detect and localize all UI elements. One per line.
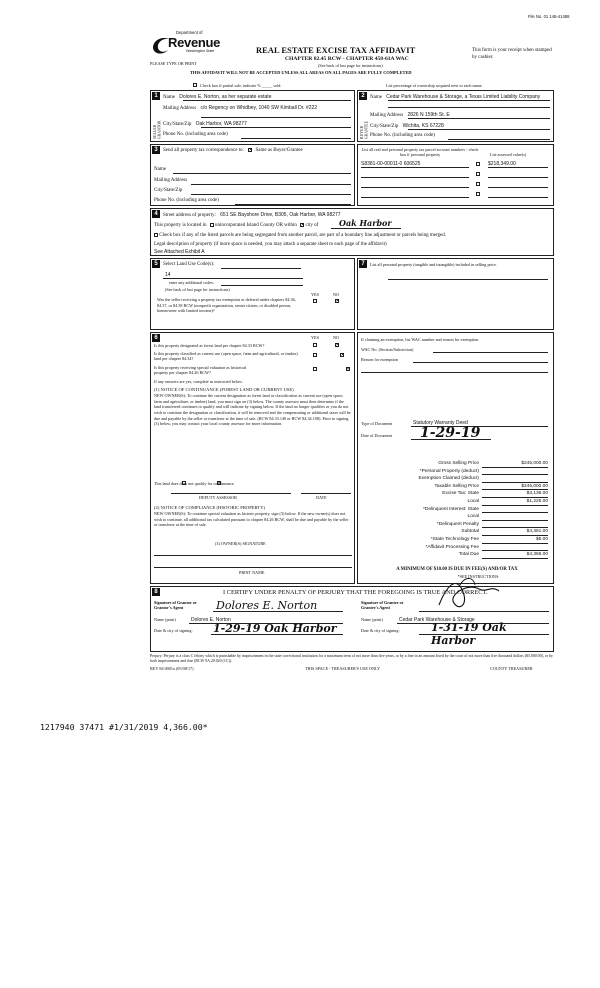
tax-row-label: *Delinquent Interest: State <box>423 506 479 512</box>
historic-yes-checkbox[interactable] <box>313 367 317 371</box>
ownership-note: List percentage of ownership acquired next to each name. <box>386 83 483 88</box>
grantee-date-field[interactable]: 1-31-19 Oak Harbor <box>431 621 507 648</box>
tax-row-value[interactable]: $4,361.00 <box>482 529 548 536</box>
grantor-date-field[interactable]: 1-29-19 Oak Harbor <box>213 622 337 635</box>
personal-prop-checkbox-4[interactable] <box>476 192 480 196</box>
form-subtitle: CHAPTER 82.45 RCW - CHAPTER 458-61A WAC <box>285 56 409 62</box>
tax-row-label: Exemption Claimed (deduct) <box>418 476 479 482</box>
personal-property-field[interactable] <box>388 279 548 280</box>
print-name-line[interactable] <box>154 567 352 568</box>
grantor-signature[interactable]: Dolores E. Norton <box>216 599 318 612</box>
section-tax-calculation <box>357 332 554 584</box>
file-number: File No. 01 148-41488 <box>528 14 570 19</box>
buyer-city-row: City/State/Zip Wichita, KS 67228 <box>370 123 444 129</box>
forest-yes-checkbox[interactable] <box>313 343 317 347</box>
deputy-assessor-line[interactable] <box>171 493 291 494</box>
forest-land-question: Is this property designated as forest land per chapter 84.33 RCW? <box>154 343 265 348</box>
partial-sale: Check box if partial sale, indicate % _____ sold. <box>200 83 282 88</box>
date-doc-label: Date of Document <box>361 433 392 438</box>
back-note: (See back of last page for instructions) <box>318 63 383 68</box>
tax-row-value[interactable]: $1,225.00 <box>482 499 548 506</box>
personal-prop-checkbox-2[interactable] <box>476 172 480 176</box>
exemption-yes-checkbox[interactable] <box>313 299 317 303</box>
tax-corr-name-field[interactable] <box>173 173 351 174</box>
located-row: This property is located in unincorporated Island County OR within ✕ city of <box>154 223 318 229</box>
certify-statement: I CERTIFY UNDER PENALTY OF PERJURY THAT THE FOREGOING IS TRUE AND CORRECT. <box>223 589 488 596</box>
section-tax-correspondence: 3 Send all property tax correspondence to: ✕ Same as Buyer/Grantee Name Mailing Address City/State/Zip Phone No. (including area code) <box>150 144 355 206</box>
seller-mailing-field[interactable]: c/o Regency on Whidbey, 1040 SW Kimball Dr. #222 <box>200 105 318 111</box>
tax-row-label: *State Technology Fee <box>430 537 479 542</box>
grantor-name-label: Name (print) <box>154 617 176 622</box>
same-as-buyer-checkbox[interactable] <box>248 148 252 152</box>
perjury-statement: Perjury: Perjury is a class C felony which is punishable by imprisonment in the state correctional institution for a maximum term of not more than five years, or by a fine in an amount fixed by the court of not more than five thousand dollars ($5,000.00), or by both imprisonment and fine (RCW 9A.20.020 (1C)). <box>150 654 553 664</box>
partial-sale-checkbox[interactable] <box>193 83 197 87</box>
land-use-label: Select Land Use Code(s): <box>163 262 215 267</box>
tax-row-label: Gross Selling Price <box>438 461 479 466</box>
date-doc-field[interactable]: 1-29-19 <box>420 425 481 441</box>
qualify-does-not-checkbox[interactable] <box>217 481 221 485</box>
tax-row-value[interactable]: $245,000.00 <box>482 484 548 491</box>
land-use-field[interactable]: 14 <box>165 272 171 278</box>
personal-property-label: List all personal property (tangible and intangible) included in selling price. <box>370 262 497 267</box>
send-correspondence-row: Send all property tax correspondence to: ✕ Same as Buyer/Grantee <box>163 148 303 154</box>
s6-yes-header: YES <box>311 335 319 340</box>
tax-row-label: *Affidavit Processing Fee <box>425 544 479 550</box>
seller-phone-label: Phone No. (including area code) <box>163 132 228 137</box>
grantor-date-label: Date & city of signing: <box>154 628 193 633</box>
buyer-mailing-row: Mailing Address 2826 N 159th St. E <box>370 112 450 118</box>
tax-corr-mailing-field[interactable] <box>191 184 351 185</box>
seller-name-row: Name Dolores E. Norton, as her separate estate <box>163 94 272 100</box>
section-buyer: 2 BUYER GRANTEE Name Cedar Park Warehouse & Storage, a Texas Limited Liability Company Mailing Address 2826 N 159th St. E City/State/Zip Wichita, KS 67228 Phone No. (including area code) <box>357 90 554 142</box>
assessed-value[interactable]: $218,349.00 <box>488 161 516 167</box>
section-personal-property: 7 List all personal property (tangible and intangible) included in selling price. <box>357 258 554 330</box>
assessed-label: List assessed value(s) <box>490 152 527 157</box>
city-of-field[interactable]: Oak Harbor <box>339 218 392 228</box>
receipt-note: This form is your receipt when stamped by cashier. <box>472 48 552 60</box>
revision-code: REV 84 0001a (05/08/17) <box>150 666 194 671</box>
s6-no-header: NO <box>333 335 340 340</box>
buyer-phone-field[interactable] <box>448 139 550 140</box>
section-seller: 1 SELLER GRANTOR Name Dolores E. Norton, as her separate estate Mailing Address c/o Regency on Whidbey, 1040 SW Kimball Dr. #222 City/State/Zip Oak Harbor, WA 98277 Phone No. (including area code) <box>150 90 355 142</box>
tax-corr-city-label: City/State/Zip <box>154 188 183 193</box>
tax-corr-mailing-label: Mailing Address <box>154 178 188 183</box>
tax-row-label: *Delinquent Penalty <box>436 521 479 527</box>
current-use-question: Is this property classified as current use (open space, farm and agricultural, or timber) land per chapter 84.34? <box>154 351 298 362</box>
tax-row-label: Subtotal <box>461 529 479 535</box>
tax-row-value[interactable] <box>482 545 548 552</box>
tax-row-value[interactable] <box>482 522 548 529</box>
tax-row-label: Total Due <box>458 552 479 558</box>
please-type: PLEASE TYPE OR PRINT <box>150 61 197 66</box>
assessor-date-line[interactable] <box>301 493 351 494</box>
owner-signature-line[interactable] <box>154 555 352 556</box>
historic-question: Is this property receiving special valuation as historical property per chapter 84.26 RCW? <box>154 365 247 376</box>
tax-row-value[interactable]: $5.00 <box>482 537 548 544</box>
seller-mailing-row: Mailing Address c/o Regency on Whidbey, 1040 SW Kimball Dr. #222 <box>163 105 318 111</box>
section-designations: 6 YES NO Is this property designated as forest land per chapter 84.33 RCW? ✕ Is this property classified as current use (open space, farm and agricultural, or timber) land per chapter 84.34? ✕ Is this property receiving special valuation as historical property per chapter 84.26 RCW? ✕ If any answers are yes, complete as instructed below. (1) NOTICE OF CONTINUANCE (FOREST LAND OR CURRENT USE) NEW OWNER(S): To continue the current designation as forest land or classification as current use (open space, farm and agriculture, or timber) land, you must sign on (3) below. The county assessor must then determine if the land transferred continues to qualify and will indicate by signing below. If the land no longer qualifies or you do not wish to continue the designation or classification, it will be removed and the compensating or additional taxes will be due and payable by the seller or transferor at the time of sale. (RCW 84.33.140 or RCW 84.34.108). Prior to signing (3) below, you may contact your local county assessor for more information. This land does does not qualify for continuance. ✕ DEPUTY ASSESSOR DATE (2) NOTICE OF COMPLIANCE (HISTORIC PROPERTY) NEW OWNER(S): To continue special valuation as historic property, sign (3) below. If the new owner(s) does not wish to continue, all additional tax calculated pursuant to chapter 84.26 RCW, shall be due and payable by the seller or transferor at the time of sale. (3) OWNER(S) SIGNATURE PRINT NAME <box>150 332 355 584</box>
buyer-name-row: Name Cedar Park Warehouse & Storage, a Texas Limited Liability Company <box>370 94 541 100</box>
section-property: 4 Street address of property: 651 SE Bayshore Drive, B305, Oak Harbor, WA 98277 This property is located in unincorporated Island County OR within ✕ city of Oak Harbor Check box if any of the listed parcels are being segregated from another parcel, are part of a boundary line adjustment or parcels being merged. Legal description of property (if more space is needed, you may attach a separate sheet to each page of the affidavit) See Attached Exhibit A <box>150 208 554 256</box>
exemption-no-checkbox[interactable] <box>335 299 339 303</box>
wac-label: WAC No. (Section/Subsection) <box>361 347 414 352</box>
parcels-label: List all real and personal property tax parcel account numbers - check box if personal property <box>361 147 479 158</box>
buyer-label: BUYER GRANTEE <box>360 120 369 139</box>
reason-label: Reason for exemption <box>361 357 398 362</box>
buyer-mailing-field[interactable]: 2826 N 159th St. E <box>407 112 450 118</box>
seller-label: SELLER GRANTOR <box>153 120 162 139</box>
reason-field[interactable] <box>413 362 548 363</box>
tax-row-value[interactable]: $4,366.00 <box>482 552 548 559</box>
seller-city-field[interactable]: Oak Harbor, WA 98277 <box>195 121 247 127</box>
personal-prop-checkbox-3[interactable] <box>476 182 480 186</box>
minimum-due-note: A MINIMUM OF $10.00 IS DUE IN FEE(S) AND/OR TAX <box>396 567 518 572</box>
tax-corr-city-field[interactable] <box>191 194 351 195</box>
additional-codes-label: enter any additional codes: <box>169 280 214 285</box>
dept-logo-text: Revenue <box>168 35 221 50</box>
county-treasurer-label: COUNTY TREASURER <box>490 666 533 671</box>
tax-row-label: Taxable Selling Price <box>434 483 479 489</box>
grantee-name-label: Name (print) <box>361 617 383 622</box>
tax-row-value[interactable] <box>482 514 548 521</box>
within-city-checkbox[interactable] <box>300 223 304 227</box>
deputy-assessor-label: DEPUTY ASSESSOR <box>199 495 237 500</box>
current-use-yes-checkbox[interactable] <box>313 353 317 357</box>
yes-header: YES <box>311 292 319 297</box>
type-doc-field[interactable]: Statutory Warranty Deed <box>413 420 468 426</box>
seller-city-row: City/State/Zip Oak Harbor, WA 98277 <box>163 121 247 127</box>
legal-label: Legal description of property (if more space is needed, you may attach a separate sheet to each page of the affidavit) <box>154 242 387 247</box>
compliance-text: NEW OWNER(S): To continue special valuation as historic property, sign (3) below. If the new owner(s) does not wish to continue, all additional tax calculated pursuant to chapter 84.26 RCW, shall be due and payable by the seller or transferor at the time of sale. <box>154 511 349 528</box>
section-land-use: 5 Select Land Use Code(s): 14 enter any additional codes: (See back of last page for instructions) YES NO Was the seller receiving a property tax exemption or deferral under chapters 84.36, 84.37, or 84.38 RCW (nonprofit organization, senior citizen, or disabled person, homeowner with limited income)? ✕ <box>150 258 355 330</box>
grantor-signature-label: Signature of Grantor or Grantor's Agent <box>154 600 197 611</box>
current-use-no-checkbox[interactable] <box>340 353 344 357</box>
additional-codes-field[interactable] <box>221 285 303 286</box>
seller-name-field[interactable]: Dolores E. Norton, as her separate estate <box>179 94 272 100</box>
segregated-checkbox[interactable] <box>154 233 158 237</box>
form-title: REAL ESTATE EXCISE TAX AFFIDAVIT <box>256 46 416 55</box>
historic-no-checkbox[interactable] <box>346 367 350 371</box>
continuance-title: (1) NOTICE OF CONTINUANCE (FOREST LAND OR CURRENT USE) <box>154 387 294 392</box>
forest-no-checkbox[interactable] <box>335 343 339 347</box>
qualify-does-checkbox[interactable] <box>182 481 186 485</box>
owner-signature-label: (3) OWNER(S) SIGNATURE <box>215 541 266 546</box>
street-address-field[interactable]: 651 SE Bayshore Drive, B305, Oak Harbor, WA 98277 <box>220 212 341 218</box>
recording-stamp: 1217940 37471 #1/31/2019 4,366.00* <box>40 722 208 732</box>
grantee-signature[interactable] <box>429 575 509 615</box>
tax-corr-name-label: Name <box>154 167 166 172</box>
compliance-title: (2) NOTICE OF COMPLIANCE (HISTORIC PROPERTY) <box>154 505 266 510</box>
tax-row-label: Local <box>467 499 479 504</box>
assessor-date-label: DATE <box>316 495 327 500</box>
segregated-row: Check box if any of the listed parcels are being segregated from another parcel, are part of a boundary line adjustment or parcels being merged. <box>154 233 446 239</box>
if-any-yes-note: If any answers are yes, complete as instructed below. <box>154 379 243 384</box>
see-instructions-note: *SEE INSTRUCTIONS <box>457 574 499 579</box>
tax-row-label: Excise Tax: State <box>442 491 479 497</box>
tax-row-value[interactable] <box>482 469 548 476</box>
grantee-date-label: Date & city of signing: <box>361 628 400 633</box>
street-row: Street address of property: 651 SE Bayshore Drive, B305, Oak Harbor, WA 98277 <box>163 212 341 218</box>
tax-corr-phone-label: Phone No. (including area code) <box>154 198 219 203</box>
tax-row-label: Local <box>467 514 479 520</box>
tax-row-value[interactable]: $245,000.00 <box>482 461 548 468</box>
land-qualify-row: This land does does not qualify for continuance. <box>154 481 235 486</box>
dept-line1: Department of <box>176 30 203 35</box>
continuance-text: NEW OWNER(S): To continue the current designation as forest land or classification as current use (open space, farm and agriculture, or timber) land, you must sign on (3) below. The county assessor must then determine if the land transferred continues to qualify and will indicate by signing below. If the land no longer qualifies or you do not wish to continue the designation or classification, it will be removed and the compensating or additional taxes will be due and payable by the seller or transferor at the time of sale. (RCW 84.33.140 or RCW 84.34.108). Prior to signing (3) below, you may contact your local county assessor for more information. <box>154 393 351 427</box>
type-doc-label: Type of Document <box>361 421 393 426</box>
tax-row-label: *Personal Property (deduct) <box>419 468 479 474</box>
grantee-signature-label: Signature of Grantee or Grantee's Agent <box>361 600 404 611</box>
not-accepted-note: THIS AFFIDAVIT WILL NOT BE ACCEPTED UNLESS ALL AREAS ON ALL PAGES ARE FULLY COMPLETED <box>190 70 412 75</box>
dept-line2: Washington State <box>186 49 215 53</box>
wac-field[interactable] <box>433 352 548 353</box>
treasurer-space-label: THIS SPACE - TREASURER'S USE ONLY <box>305 666 381 671</box>
exemption-question: Was the seller receiving a property tax exemption or deferral under chapters 84.36, 84.37, or 84.38 RCW (nonprofit organization, senior citizen, or disabled person, homeowner with limited income)? <box>157 297 296 314</box>
parcel-number[interactable]: S8381-00-00011-0 606525 <box>361 161 421 167</box>
grantee-name-field[interactable]: Cedar Park Warehouse & Storage <box>399 617 475 623</box>
tax-row-value[interactable] <box>482 476 548 483</box>
tax-row <box>358 552 555 560</box>
tax-row-value[interactable] <box>482 507 548 514</box>
exemption-claim-label: If claiming an exemption, list WAC number and reason for exemption. <box>361 337 480 342</box>
seller-phone-field[interactable] <box>241 138 351 139</box>
buyer-name-field[interactable]: Cedar Park Warehouse & Storage, a Texas Limited Liability Company <box>386 94 541 100</box>
legal-description-field[interactable]: See Attached Exhibit A <box>154 249 205 255</box>
section-certification: 8 I CERTIFY UNDER PENALTY OF PERJURY THAT THE FOREGOING IS TRUE AND CORRECT. Signature of Grantor or Grantor's Agent Dolores E. Norton Name (print) Dolores E. Norton Date & city of signing: 1-29-19 Oak Harbor Signature of Grantee or Grantee's Agent Name (print) Cedar Park Warehouse & Storage Date & city of signing: 1-31-19 Oak Harbor <box>150 586 554 652</box>
buyer-phone-label: Phone No. (including area code) <box>370 133 435 138</box>
print-name-label: PRINT NAME <box>239 570 265 575</box>
personal-prop-checkbox-1[interactable] <box>476 162 480 166</box>
tax-row-value[interactable]: $3,136.00 <box>482 491 548 498</box>
tax-corr-phone-field[interactable] <box>235 204 351 205</box>
see-back-note: (See back of last page for instructions) <box>165 287 230 292</box>
unincorporated-checkbox[interactable] <box>210 223 214 227</box>
section-parcels <box>357 144 554 206</box>
buyer-city-field[interactable]: Wichita, KS 67228 <box>402 123 444 129</box>
no-header: NO <box>333 292 340 297</box>
grantor-name-field[interactable]: Dolores E. Norton <box>191 617 231 623</box>
